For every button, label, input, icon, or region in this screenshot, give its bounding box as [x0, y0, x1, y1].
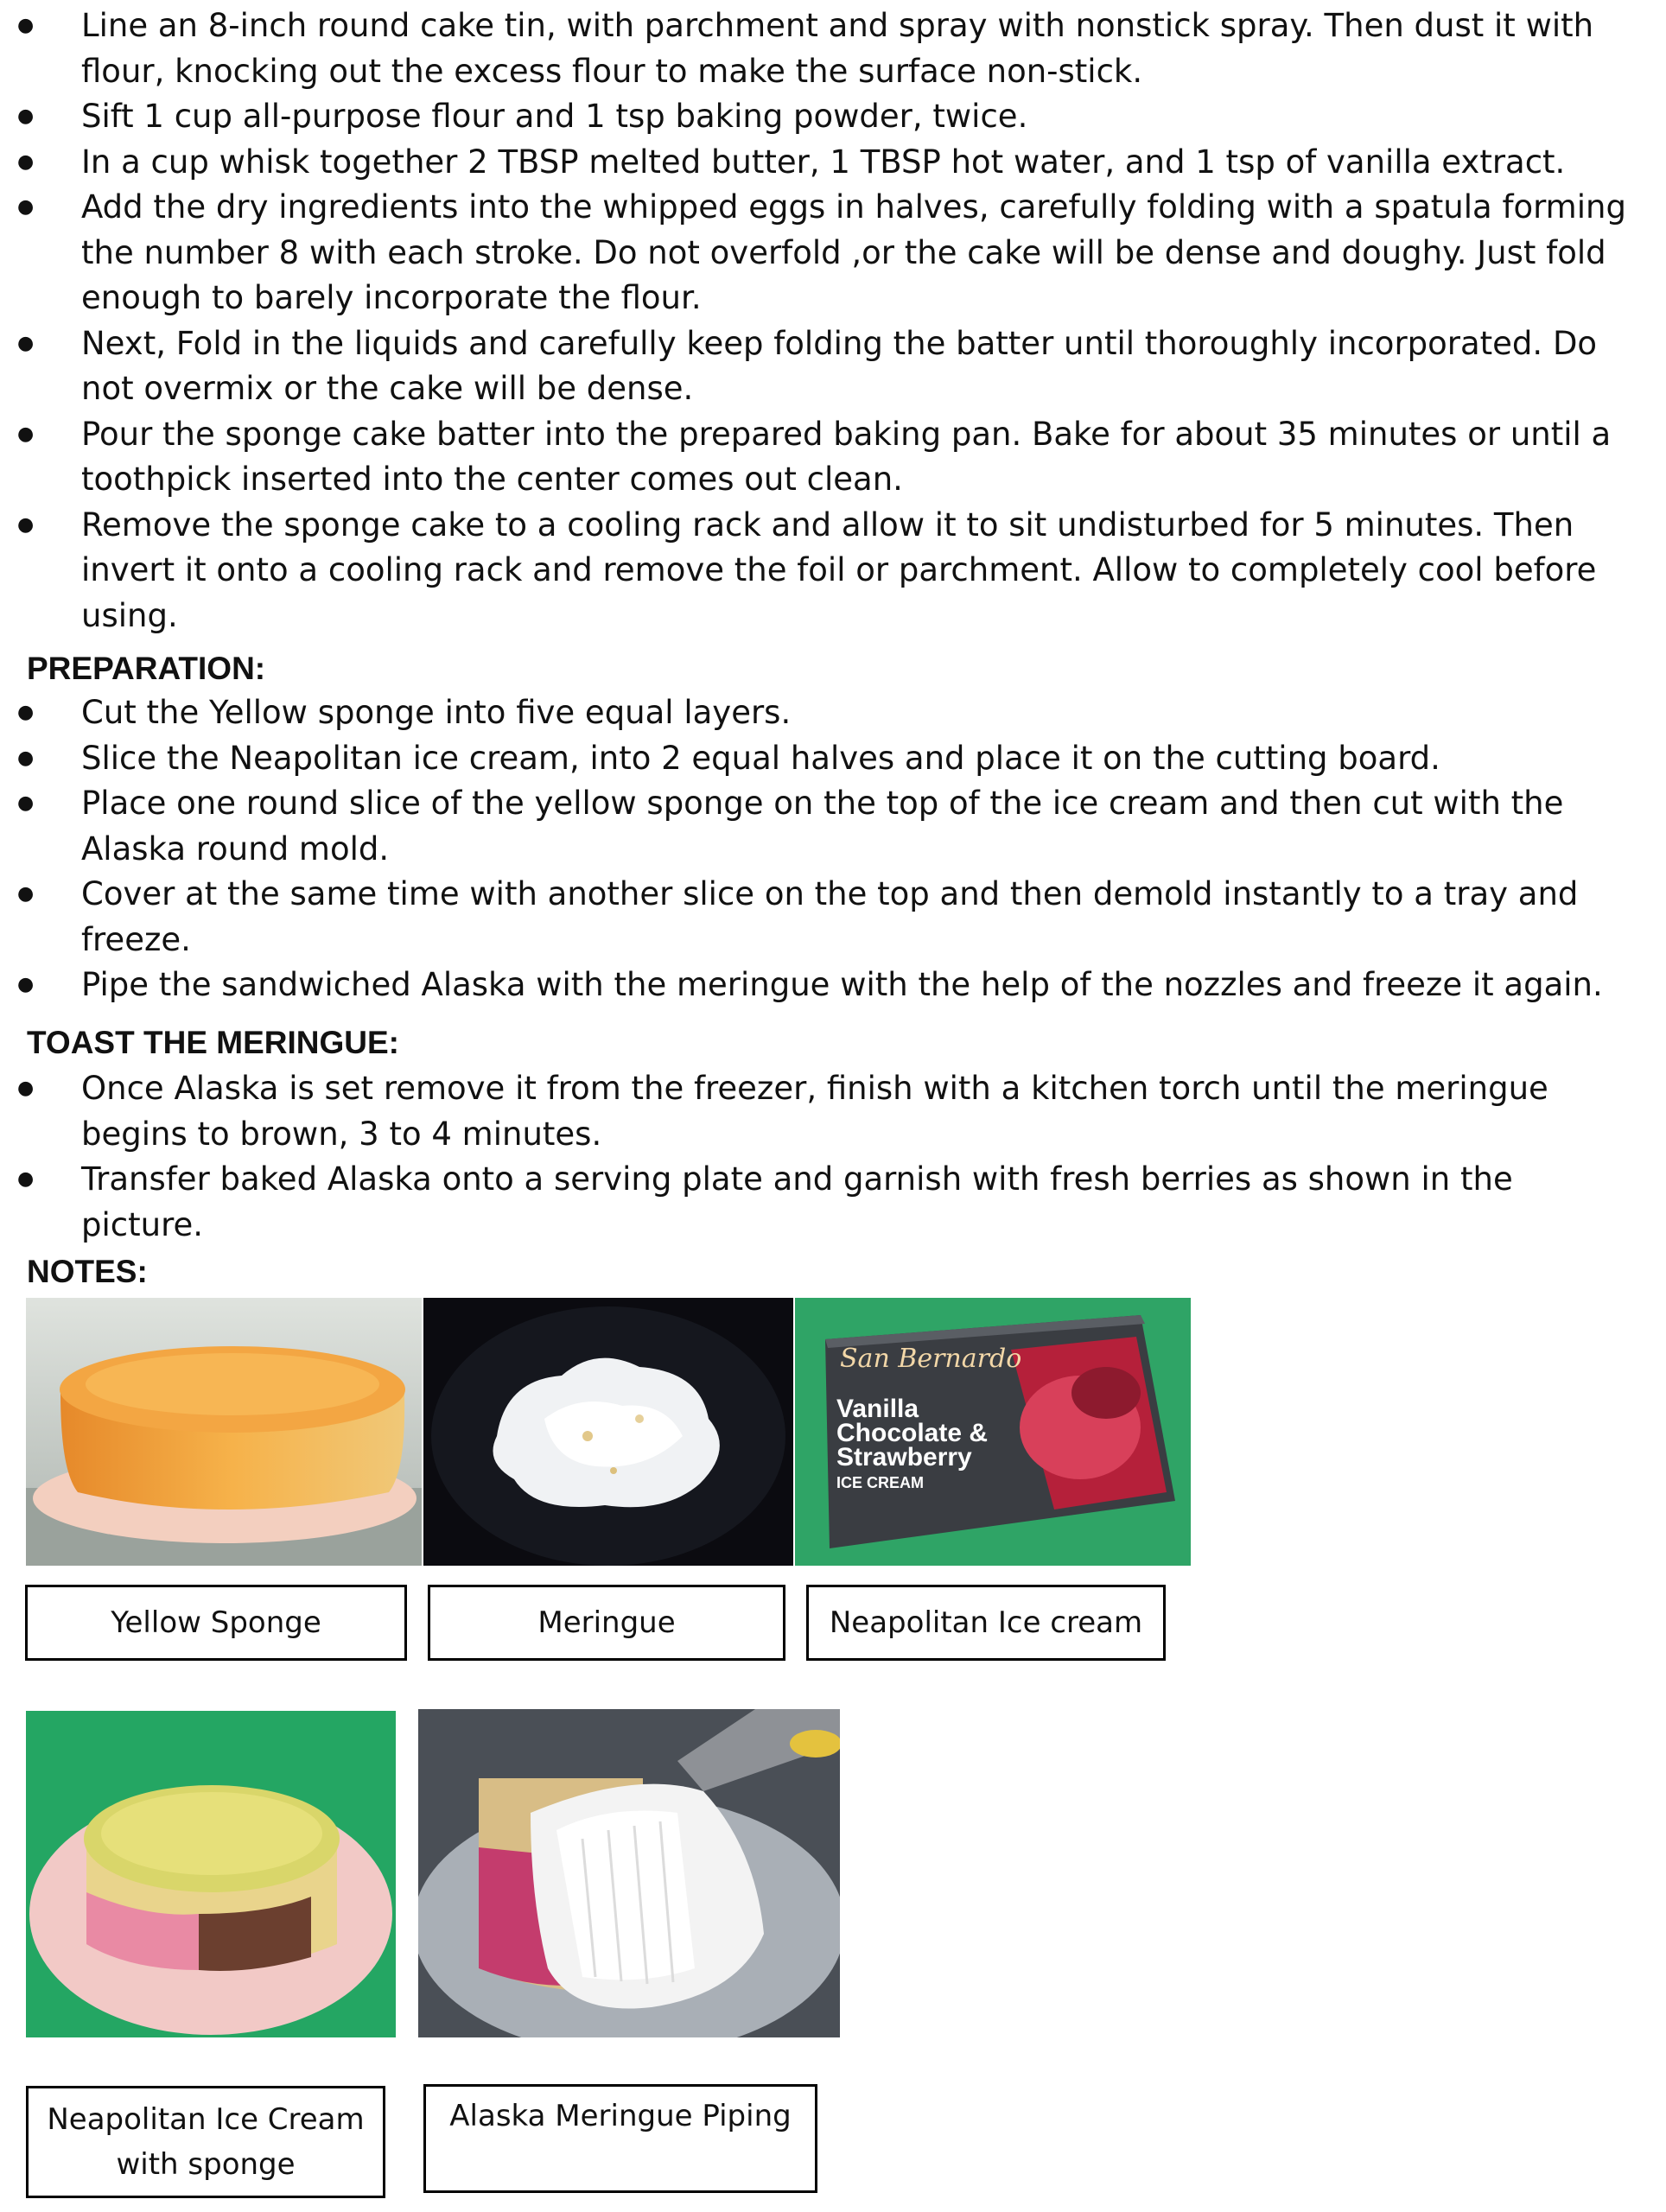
list-item: ● Next, Fold in the liquids and carefully keep folding the batter until thoroughly incorporated. Do not overmix or the cake will be dense. [0, 321, 1666, 412]
list-item: ● Cut the Yellow sponge into five equal layers. [0, 690, 1666, 736]
box-line1-text: Vanilla [836, 1395, 919, 1423]
caption-text-line1: Neapolitan Ice Cream [47, 2102, 365, 2137]
preparation-steps-list [0, 690, 1666, 1008]
toast-meringue-heading: TOAST THE MERINGUE: [27, 1025, 399, 1060]
notes-heading: NOTES: [27, 1254, 148, 1289]
list-item: ● Remove the sponge cake to a cooling rack and allow it to sit undisturbed for 5 minutes. Then invert it onto a cooling rack and remove the foil or parchment. Allow to completely cool before using. [0, 503, 1666, 639]
list-item: ● Place one round slice of the yellow sponge on the top of the ice cream and then cut with the Alaska round mold. [0, 781, 1666, 872]
list-item: ● Cover at the same time with another slice on the top and then demold instantly to a tray and freeze. [0, 872, 1666, 963]
list-item: ● Slice the Neapolitan ice cream, into 2 equal halves and place it on the cutting board. [0, 736, 1666, 782]
meringue-photo [423, 1298, 793, 1566]
list-item: ● Sift 1 cup all-purpose flour and 1 tsp baking powder, twice. [0, 94, 1666, 140]
list-item: ● Pipe the sandwiched Alaska with the meringue with the help of the nozzles and freeze it again. [0, 963, 1666, 1008]
method-steps-list [0, 3, 1666, 639]
caption-text: Neapolitan Ice cream [829, 1605, 1143, 1640]
caption-yellow-sponge [25, 1585, 407, 1661]
caption-meringue [428, 1585, 785, 1661]
list-item: ● In a cup whisk together 2 TBSP melted butter, 1 TBSP hot water, and 1 tsp of vanilla extract. [0, 140, 1666, 186]
caption-text: Yellow Sponge [111, 1605, 321, 1640]
preparation-heading: PREPARATION: [27, 651, 266, 686]
caption-neapolitan [806, 1585, 1166, 1661]
list-item: ● Once Alaska is set remove it from the freezer, finish with a kitchen torch until the meringue begins to brown, 3 to 4 minutes. [0, 1066, 1666, 1157]
box-line3-text: Strawberry [836, 1443, 972, 1471]
yellow-sponge-photo [26, 1298, 422, 1566]
list-item: ● Add the dry ingredients into the whipped eggs in halves, carefully folding with a spatula forming the number 8 with each stroke. Do not overfold ,or the cake will be dense and doughy. Just fold enough to barely incorporate the flour. [0, 185, 1666, 321]
toast-steps-list [0, 1066, 1666, 1248]
list-item: ● Transfer baked Alaska onto a serving plate and garnish with fresh berries as shown in the picture. [0, 1157, 1666, 1248]
neapolitan-box-photo [795, 1298, 1191, 1566]
box-brand-text: San Bernardo [840, 1344, 1022, 1374]
caption-meringue-piping [423, 2084, 817, 2193]
caption-text: Meringue [537, 1605, 676, 1640]
list-item: ● Pour the sponge cake batter into the prepared baking pan. Bake for about 35 minutes or until a toothpick inserted into the center comes out clean. [0, 412, 1666, 503]
caption-ice-cream-sponge [26, 2086, 385, 2198]
box-line2-text: Chocolate & [836, 1419, 989, 1447]
caption-text: Alaska Meringue Piping [449, 2099, 792, 2133]
caption-text-line2: with sponge [116, 2147, 296, 2182]
ice-cream-sponge-photo [26, 1711, 396, 2037]
list-item: ● Line an 8-inch round cake tin, with parchment and spray with nonstick spray. Then dust it with flour, knocking out the excess flour to make the surface non-stick. [0, 3, 1666, 94]
box-line4-text: ICE CREAM [836, 1474, 925, 1491]
meringue-piping-photo [418, 1709, 840, 2037]
